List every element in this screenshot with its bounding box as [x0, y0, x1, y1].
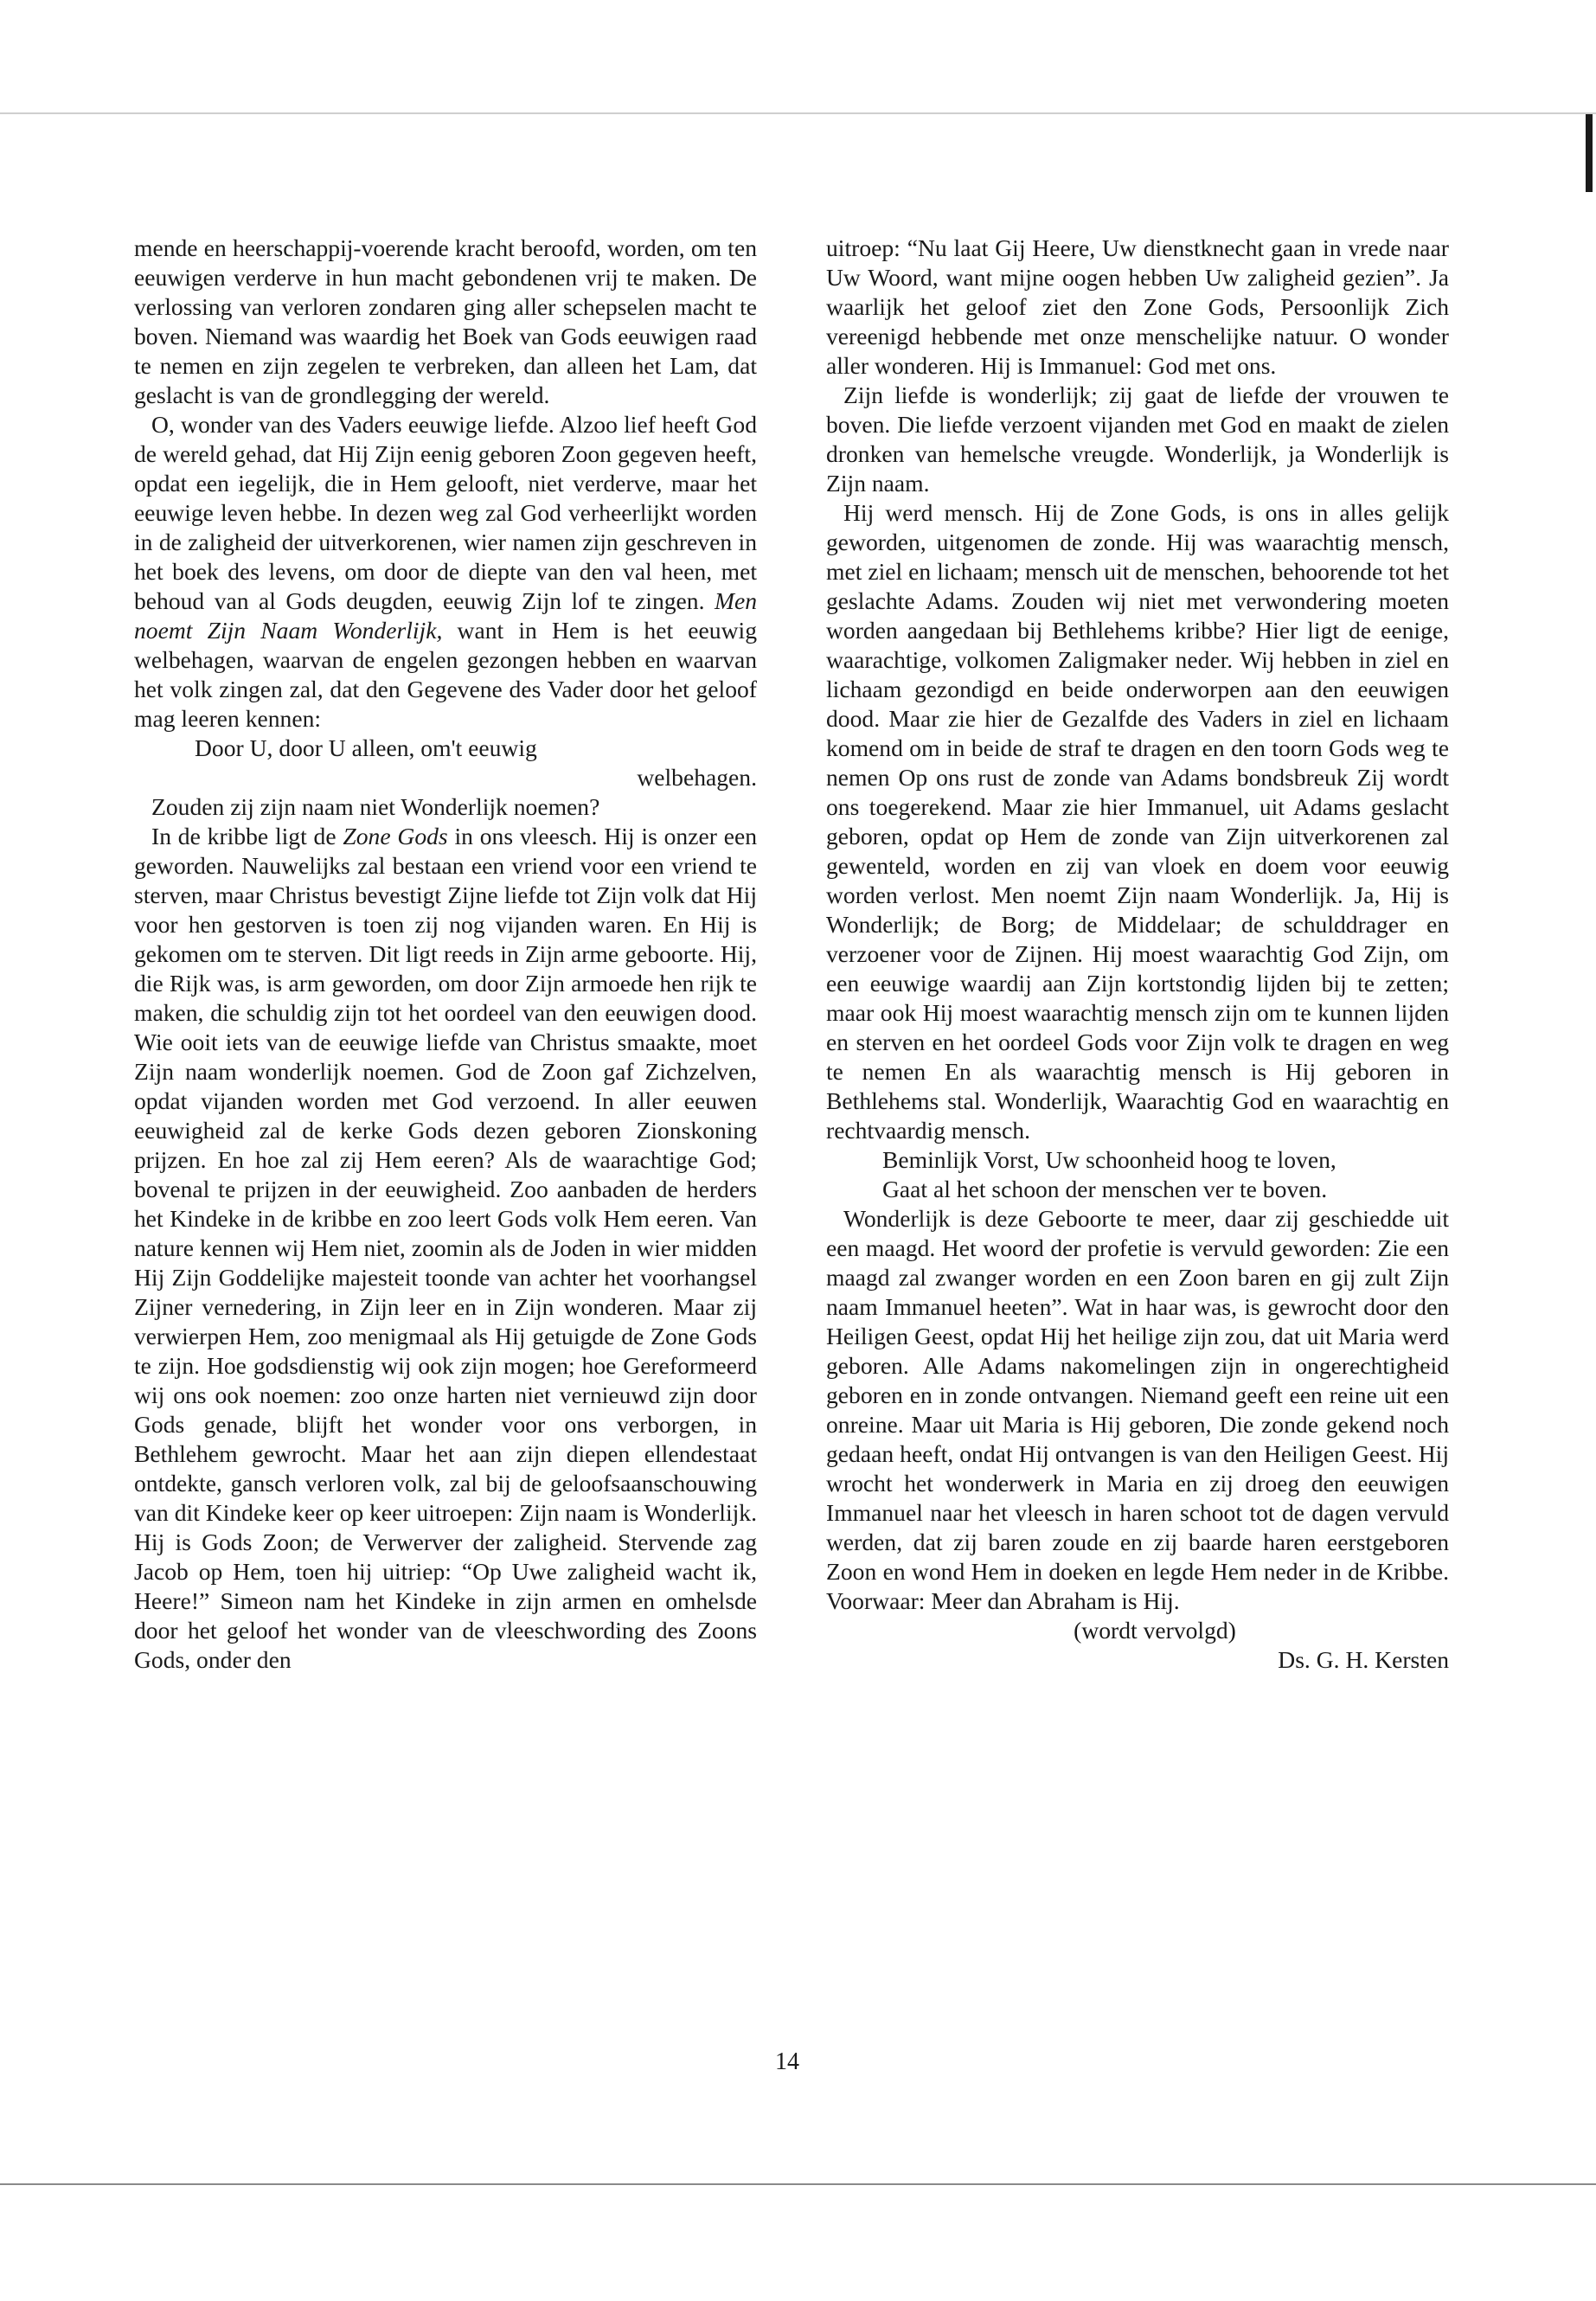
page-number: 14 [775, 2048, 799, 2075]
continued-note: (wordt vervolgd) [1074, 1617, 1236, 1644]
paragraph: Zouden zij zijn naam niet Wonderlijk noemen? [151, 793, 600, 820]
paragraph: uitroep: “Nu laat Gij Heere, Uw dienstknecht gaan in vrede naar Uw Woord, want mijne oogen hebben Uw zaligheid gezien”. Ja waarlijk het geloof ziet den Zone Gods, Persoonlijk Zich vereenigd hebbende met onze menschelijke natuur. O wonder aller wonderen. Hij is Immanuel: God met ons. [826, 234, 1449, 379]
right-column [826, 234, 1449, 1675]
text-run: in ons vleesch. Hij is onzer een geworden. Nauwelijks zal bestaan een vriend voor een vriend te sterven, maar Christus bevestigt Zijne liefde tot Zijn volk dat Hij voor hen gestorven is toen zij nog vijanden waren. En Hij is gekomen om te sterven. Dit ligt reeds in Zijn arme geboorte. Hij, die Rijk was, is arm geworden, om door Zijn armoede hen rijk te maken, die schuldig zijn tot het oordeel van den eeuwigen dood. Wie ooit iets van de eeuwige liefde van Christus smaakte, moet Zijn naam wonderlijk noemen. God de Zoon gaf Zichzelven, opdat vijanden worden met God verzoend. In aller eeuwen eeuwigheid zal de kerke Gods dezen geboren Zionskoning prijzen. En hoe zal zij Hem eeren? Als de waarachtige God; bovenal te prijzen in der eeuwigheid. Zoo aanbaden de herders het Kindeke in de kribbe en zoo leert Gods volk Hem eeren. Van nature kennen wij Hem niet, zoomin als de Joden in wier midden Hij Zijn Goddelijke majesteit toonde van achter het voorhangsel Zijner vernedering, in Zijn leer en in Zijn wonderen. Maar zij verwierpen Hem, zoo menigmaal als Hij getuigde de Zone Gods te zijn. Hoe godsdienstig wij ook zijn mogen; hoe Gereformeerd wij ons ook noemen: zoo onze harten niet vernieuwd zijn door Gods genade, blijft het wonder voor ons verborgen, in Bethlehem gewrocht. Maar het aan zijn diepen ellendestaat ontdekte, gansch verloren volk, zal bij de geloofsaanschouwing van dit Kindeke keer op keer uitroepen: Zijn naam is Wonderlijk. Hij is Gods Zoon; de Verwerver der zaligheid. Stervende zag Jacob op Hem, toen hij uitriep: “Op Uwe zaligheid wacht ik, Heere!” Simeon nam het Kindeke in zijn armen en omhelsde door het geloof het wonder van de vleeschwording des Zoons Gods, onder den [134, 823, 757, 1673]
verse-line: Door U, door U alleen, om't eeuwig [195, 734, 537, 761]
poem-quote [826, 1145, 1449, 1204]
paragraph [134, 410, 757, 734]
page-edge-mark [1586, 114, 1593, 192]
author-signature: Ds. G. H. Kersten [1278, 1646, 1449, 1673]
text-run: want in Hem is het eeuwig welbehagen, waarvan de engelen gezongen hebben en waarvan het volk zingen zal, dat den Gegevene des Vader door het geloof mag leeren kennen: [134, 617, 757, 732]
paragraph [134, 822, 757, 1675]
paragraph: mende en heerschappij-voerende kracht beroofd, worden, om ten eeuwigen verderve in hun macht gebondenen vrij te maken. De verlossing van verloren zondaren ging aller schepselen macht te boven. Niemand was waardig het Boek van Gods eeuwigen raad te nemen en zijn zegelen te verbreken, dan alleen het Lam, dat geslacht is van de grondlegging der wereld. [134, 234, 757, 408]
paragraph: Wonderlijk is deze Geboorte te meer, daar zij geschiedde uit een maagd. Het woord der profetie is vervuld geworden: Zie een maagd zal zwanger worden en een Zoon baren en gij zult Zijn naam Immanuel heeten”. Wat in haar was, is gewrocht door den Heiligen Geest, opdat Hij het heilige zijn zou, dat uit Maria werd geboren. Alle Adams nakomelingen zijn in ongerechtigheid geboren en in zonde ontvangen. Niemand geeft een reine uit een onreine. Maar uit Maria is Hij geboren, Die zonde gekend noch gedaan heeft, ondat Hij ontvangen is van den Heiligen Geest. Hij wrocht het wonderwerk in Maria en zij droeg den eeuwigen Immanuel naar het vleesch in haren schoot tot de dagen vervuld werden, dat zij baren zoude en zij baarde haren eerstgeboren Zoon en wond Hem in doeken en legde Hem neder in de Kribbe. Voorwaar: Meer dan Abraham is Hij. [826, 1205, 1449, 1614]
paragraph: Hij werd mensch. Hij de Zone Gods, is ons in alles gelijk geworden, uitgenomen de zonde. Hij was waarachtig mensch, met ziel en lichaam; mensch uit de menschen, behoorende tot het geslachte Adams. Zouden wij niet met verwondering moeten worden aangedaan bij Bethlehems kribbe? Hier ligt de eenige, waarachtige, volkomen Zaligmaker neder. Wij hebben in ziel en lichaam gezondigd en beide onderworpen aan den eeuwigen dood. Maar zie hier de Gezalfde des Vaders in ziel en lichaam komend om in beide de straf te dragen en den toorn Gods weg te nemen Op ons rust de zonde van Adams bondsbreuk Zij wordt ons toegerekend. Maar zie hier Immanuel, uit Adams geslacht geboren, opdat op Hem de zonde van Zijn uitverkorenen zal gewenteld, worden en zij van vloek en doem voor eeuwig worden verlost. Men noemt Zijn naam Wonderlijk. Ja, Hij is Wonderlijk; de Borg; de Middelaar; de schulddrager en verzoener voor de Zijnen. Hij moest waarachtig God Zijn, om een eeuwige waardij aan Zijn kortstondig lijden bij te zetten; maar ook Hij moest waarachtig mensch zijn om te kunnen lijden en sterven en het oordeel Gods voor Zijn volk te dragen en weg te nemen En als waarachtig mensch is Hij geboren in Bethlehems stal. Wonderlijk, Waarachtig God en waarachtig en rechtvaardig mensch. [826, 499, 1449, 1144]
text-run: O, wonder van des Vaders eeuwige liefde. Alzoo lief heeft God de wereld gehad, dat Hij Zijn eenig geboren Zoon gegeven heeft, opdat een iegelijk, die in Hem gelooft, niet verderve, maar het eeuwige leven hebbe. In dezen weg zal God verheerlijkt worden in de zaligheid der uitverkorenen, wier namen zijn geschreven in het boek des levens, om door de diepte van den val heen, met behoud van al Gods deugden, eeuwig Zijn lof te zingen. [134, 411, 757, 614]
verse-line: welbehagen. [637, 764, 757, 791]
italic-run: Men noemt Zijn Naam Wonderlijk, [134, 587, 757, 644]
verse-quote [134, 734, 757, 792]
left-column [134, 234, 757, 1675]
top-divider [0, 112, 1596, 114]
bottom-divider [0, 2183, 1596, 2185]
paragraph: Zijn liefde is wonderlijk; zij gaat de liefde der vrouwen te boven. Die liefde verzoent vijanden met God en maakt de zielen dronken van hemelsche vreugde. Wonderlijk, ja Wonderlijk is Zijn naam. [826, 381, 1449, 497]
poem-line: Beminlijk Vorst, Uw schoonheid hoog te loven, [882, 1146, 1336, 1173]
text-run: In de kribbe ligt de [151, 823, 343, 849]
poem-line: Gaat al het schoon der menschen ver te boven. [882, 1176, 1328, 1202]
italic-run: Zone Gods [343, 823, 448, 849]
